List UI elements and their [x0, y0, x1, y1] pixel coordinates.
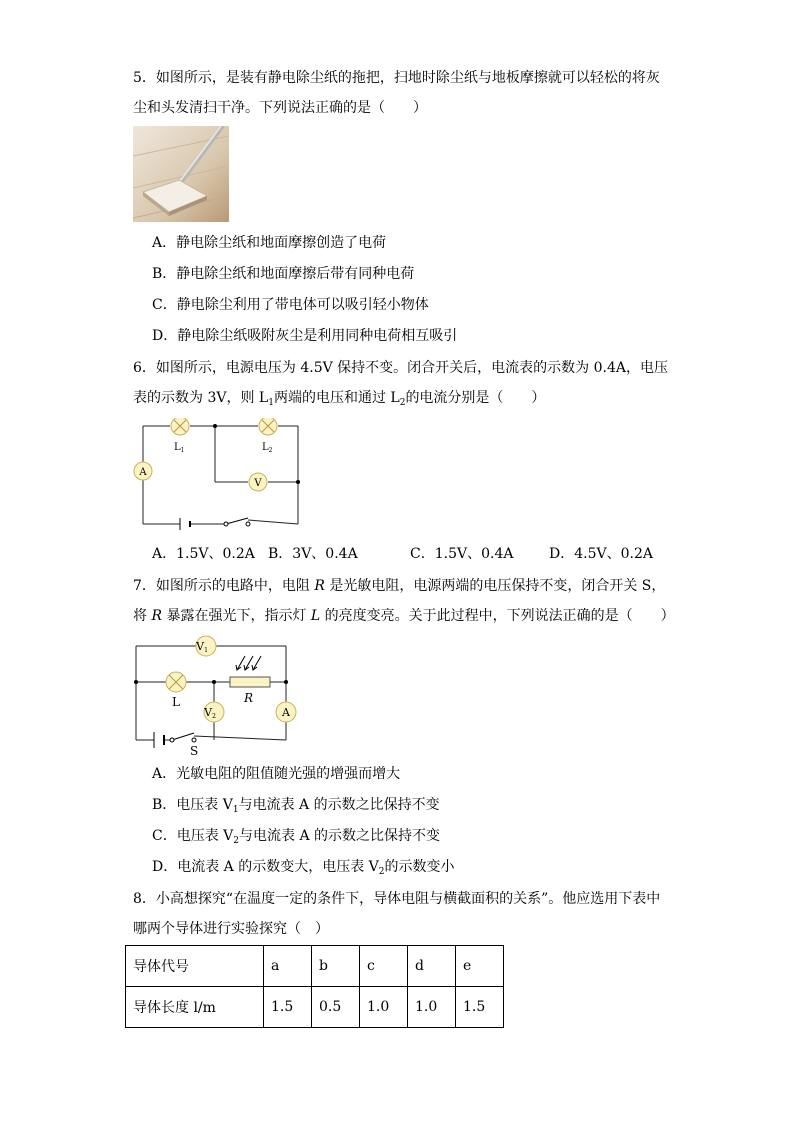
q6-stem-line2: 表的示数为 3V，则 $L_1$两端的电压和通过 $L_2$的电流分别是（ ）	[133, 390, 546, 408]
table-cell: 0.5	[312, 987, 360, 1028]
lamp-l1-label: $L_1$	[174, 442, 185, 454]
q8-stem-line1: 8．小高想探究“在温度一定的条件下，导体电阻与横截面积的关系”。他应选用下表中	[133, 891, 661, 907]
table-cell: 1.5	[264, 987, 312, 1028]
q7-option-d: D．电流表 A 的示数变大，电压表 $V_2$的示数变小	[152, 859, 455, 877]
q6-option-a: A．1.5V、0.2A	[152, 546, 255, 562]
table-cell: 导体长度 l/m	[126, 987, 264, 1028]
voltmeter-v1-label: V1	[196, 640, 208, 654]
table-cell: a	[264, 946, 312, 987]
mop-photo	[133, 126, 229, 222]
q5-option-c: C．静电除尘利用了带电体可以吸引轻小物体	[152, 297, 429, 313]
q7-stem-line2: 将 R 暴露在强光下，指示灯 L 的亮度变亮。关于此过程中，下列说法正确的是（ ）	[133, 608, 675, 624]
conductor-table	[125, 945, 504, 1028]
table-cell: 1.0	[360, 987, 408, 1028]
q6-option-c: C．1.5V、0.4A	[410, 546, 514, 562]
table-cell: 导体代号	[126, 946, 264, 987]
resistor-label: R	[244, 691, 254, 705]
lamp-l2-label: $L_2$	[262, 442, 273, 454]
ammeter-label: A	[139, 467, 147, 478]
q5-option-a: A．静电除尘纸和地面摩擦创造了电荷	[152, 235, 387, 251]
q6-options	[152, 544, 672, 564]
voltmeter-label: V	[254, 478, 262, 489]
lamp-l-label: L	[172, 695, 180, 709]
q8-stem-line2: 哪两个导体进行实验探究（ ）	[133, 921, 329, 937]
q6-circuit-diagram	[130, 418, 305, 533]
q5-stem-line1: 5．如图所示，是装有静电除尘纸的拖把，扫地时除尘纸与地板摩擦就可以轻松的将灰	[133, 70, 660, 86]
q5-option-d: D．静电除尘纸吸附灰尘是利用同种电荷相互吸引	[152, 328, 458, 344]
table-cell: b	[312, 946, 360, 987]
light-arrows-icon	[236, 656, 261, 670]
lamp-l	[166, 672, 186, 692]
q7-option-b: B．电压表 $V_1$与电流表 A 的示数之比保持不变	[152, 797, 440, 815]
q7-stem-line1: 7．如图所示的电路中，电阻 R 是光敏电阻，电源两端的电压保持不变，闭合开关 S，	[133, 578, 666, 594]
q6-stem-line1: 6．如图所示，电源电压为 4.5V 保持不变。闭合开关后，电流表的示数为 0.4A，电压	[133, 360, 669, 376]
table-cell: c	[360, 946, 408, 987]
table-row	[126, 946, 504, 987]
q5-stem-line2: 尘和头发清扫干净。下列说法正确的是（ ）	[133, 100, 427, 116]
switch-label: S	[190, 744, 199, 757]
q5-option-b: B．静电除尘纸和地面摩擦后带有同种电荷	[152, 266, 415, 282]
table-cell: d	[408, 946, 456, 987]
voltmeter-v2-label: V2	[204, 706, 216, 720]
q7-option-c: C．电压表 $V_2$与电流表 A 的示数之比保持不变	[152, 828, 441, 846]
table-row	[126, 987, 504, 1028]
table-cell: 1.0	[408, 987, 456, 1028]
table-cell: e	[456, 946, 504, 987]
q6-option-d: D．4.5V、0.2A	[549, 546, 653, 562]
lamp-l1	[171, 418, 189, 435]
photoresistor	[230, 677, 270, 687]
table-cell: 1.5	[456, 987, 504, 1028]
lamp-l2	[259, 418, 277, 435]
ammeter-label: A	[282, 706, 290, 719]
q7-option-a: A．光敏电阻的阻值随光强的增强而增大	[152, 766, 401, 782]
q6-option-b: B．3V、0.4A	[268, 546, 358, 562]
q7-circuit-diagram	[130, 632, 305, 757]
